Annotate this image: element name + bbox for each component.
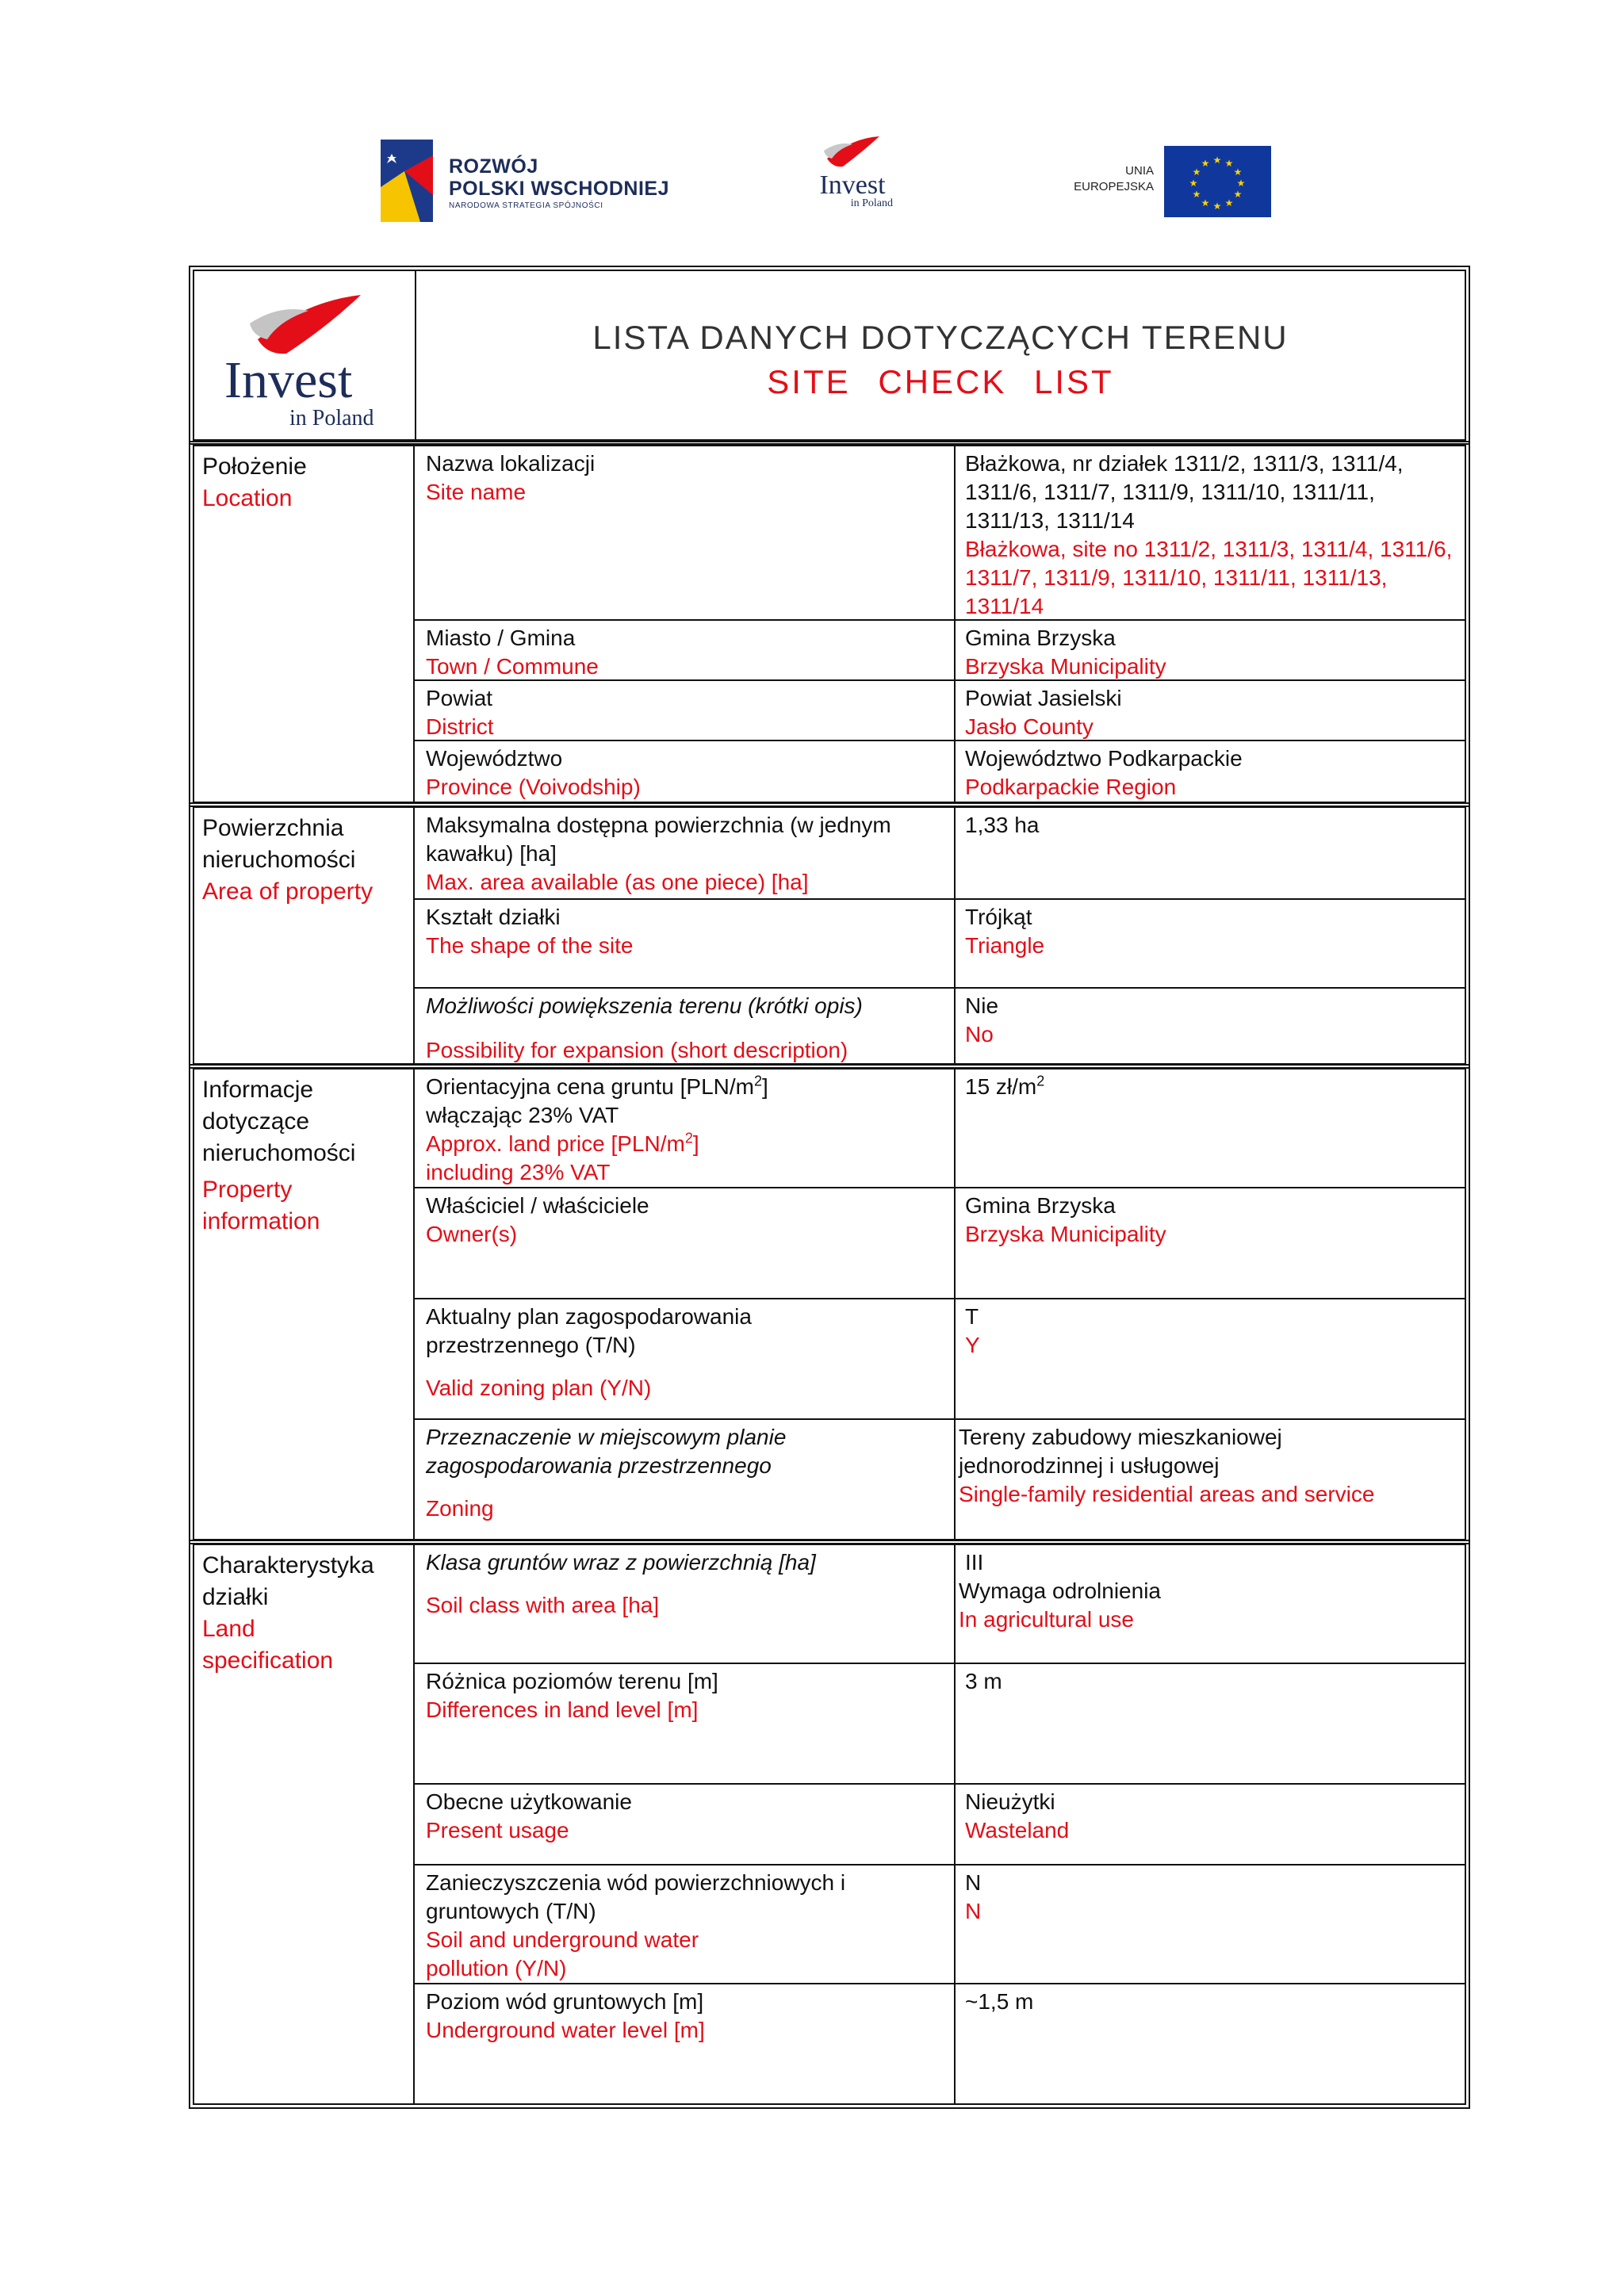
section-label-pl: Charakterystyka xyxy=(202,1552,374,1578)
section-label-en: information xyxy=(202,1208,320,1234)
row-value-en: Brzyska Municipality xyxy=(965,654,1166,679)
svg-text:★: ★ xyxy=(1201,158,1210,169)
unia-europejska-logo xyxy=(1059,146,1273,217)
row-value: 15 $zł/m^2$ xyxy=(965,1073,1045,1099)
table-row xyxy=(415,1420,1465,1539)
row-label-pl: Możliwości powiększenia terenu (krótki opis) xyxy=(426,993,863,1018)
row-value-en: Podkarpackie Region xyxy=(965,775,1177,799)
row-value-pl: Błażkowa, nr działek 1311/2, 1311/3, 1311/4, 1311/6, 1311/7, 1311/9, 1311/10, 1311/11, 1311/13, 1311/14 xyxy=(965,451,1404,533)
invest-small-sub: in Poland xyxy=(850,197,893,209)
table-row xyxy=(415,1984,1465,2103)
table-row xyxy=(415,1785,1465,1866)
row-value: III xyxy=(965,1550,984,1575)
section-label-en: Land xyxy=(202,1616,255,1642)
row-value-en: Błażkowa, site no 1311/2, 1311/3, 1311/4, 1311/6, 1311/7, 1311/9, 1311/10, 1311/11, 1311/13, 1311/14 xyxy=(965,537,1453,618)
row-label-pl: Orientacyjna cena gruntu $[PLN/m^2]$ xyxy=(426,1073,768,1099)
row-value: ~1,5 m xyxy=(965,1989,1034,2014)
row-value-en: Y xyxy=(965,1333,980,1357)
row-label-en: Zoning xyxy=(426,1496,494,1521)
row-label-en: District xyxy=(426,714,494,739)
row-label-pl: Poziom wód gruntowych [m] xyxy=(426,1989,704,2014)
row-label-en: Province (Voivodship) xyxy=(426,775,641,799)
table-row xyxy=(415,446,1465,621)
row-value-en: No xyxy=(965,1022,994,1047)
section-label-pl: nieruchomości xyxy=(202,847,356,873)
table-row xyxy=(415,741,1465,802)
section-label-pl: nieruchomości xyxy=(202,1140,356,1166)
svg-text:★: ★ xyxy=(1192,189,1201,200)
section-property-info xyxy=(193,1068,1466,1540)
section-location xyxy=(193,445,1466,803)
table-row xyxy=(415,1664,1465,1785)
svg-text:★: ★ xyxy=(1212,155,1222,166)
title-pl: LISTA DANYCH DOTYCZĄCYCH TERENU xyxy=(592,319,1289,356)
row-value-pl: Powiat Jasielski xyxy=(965,686,1122,710)
row-label-en: including 23% VAT xyxy=(426,1160,611,1184)
invest-flag-swoosh-icon xyxy=(242,293,369,357)
table-row xyxy=(415,1070,1465,1188)
row-label-pl: Maksymalna dostępna powierzchnia (w jednym kawałku) [ha] xyxy=(426,813,891,866)
svg-text:★: ★ xyxy=(1189,178,1198,189)
row-label-en: Owner(s) xyxy=(426,1222,518,1246)
row-value-pl: Wymaga odrolnienia xyxy=(959,1578,1161,1603)
section-label-pl: działki xyxy=(202,1584,269,1610)
row-label-pl: Miasto / Gmina xyxy=(426,626,576,650)
svg-text:★: ★ xyxy=(1192,166,1201,178)
invest-small-word: Invest xyxy=(819,170,886,200)
section-label-pl: dotyczące xyxy=(202,1108,310,1135)
row-label-en: Present usage xyxy=(426,1818,569,1843)
row-value: 3 m xyxy=(965,1669,1002,1693)
row-value-en: Brzyska Municipality xyxy=(965,1222,1166,1246)
row-label-en: Town / Commune xyxy=(426,654,599,679)
section-label-pl: Informacje xyxy=(202,1077,314,1103)
row-value-pl: Gmina Brzyska xyxy=(965,626,1116,650)
row-label-pl: włączając 23% VAT xyxy=(426,1103,619,1127)
row-label-pl: Nazwa lokalizacji xyxy=(426,451,596,476)
row-label-en: Possibility for expansion (short description) xyxy=(426,1038,848,1062)
row-value-pl: Gmina Brzyska xyxy=(965,1193,1116,1218)
row-value-en: In agricultural use xyxy=(959,1607,1135,1632)
table-row xyxy=(415,1545,1465,1664)
site-check-list-table xyxy=(189,266,1470,2108)
svg-text:★: ★ xyxy=(1224,158,1234,169)
section-label-pl: Powierzchnia xyxy=(202,815,344,841)
row-value: 1,33 ha xyxy=(965,813,1040,837)
row-label-pl: Właściciel / właściciele xyxy=(426,1193,649,1218)
table-row xyxy=(415,681,1465,741)
row-label-en: The shape of the site xyxy=(426,933,634,958)
row-label-pl: Obecne użytkowanie xyxy=(426,1789,632,1814)
row-label-en: Differences in land level [m] xyxy=(426,1697,699,1722)
row-label-pl: Powiat xyxy=(426,686,493,710)
table-row xyxy=(415,1866,1465,1984)
row-value-pl: N xyxy=(965,1870,982,1895)
rozwoj-polski-wschodniej-logo xyxy=(381,135,682,226)
invest-in-poland-small-logo xyxy=(801,135,904,214)
section-land-spec xyxy=(193,1544,1466,2105)
row-value-pl: Województwo Podkarpackie xyxy=(965,746,1243,771)
ue-line1: UNIA xyxy=(1125,164,1154,178)
row-value-en: Triangle xyxy=(965,933,1045,958)
section-label-pl: Położenie xyxy=(202,453,307,480)
section-area xyxy=(193,806,1466,1065)
rpw-line2: POLSKI WSCHODNIEJ xyxy=(449,178,669,200)
row-label-pl: Kształt działki xyxy=(426,905,561,929)
section-label-en: specification xyxy=(202,1647,334,1674)
section-label-en: Location xyxy=(202,485,293,511)
row-label-en: Valid zoning plan (Y/N) xyxy=(426,1376,652,1400)
row-label-pl: Klasa gruntów wraz z powierzchnią [ha] xyxy=(426,1550,816,1575)
flag-swoosh-icon xyxy=(821,135,884,170)
row-label-en: Site name xyxy=(426,480,527,504)
invest-in-poland-logo xyxy=(194,271,416,439)
svg-text:★: ★ xyxy=(1201,197,1210,209)
row-label-pl: Aktualny plan zagospodarowania przestrzennego (T/N) xyxy=(426,1304,752,1357)
row-value-pl: Trójkąt xyxy=(965,905,1032,929)
table-row xyxy=(415,808,1465,900)
top-logos xyxy=(0,135,1624,230)
row-label-pl: Zanieczyszczenia wód powierzchniowych i gruntowych (T/N) xyxy=(426,1870,846,1923)
table-header xyxy=(193,270,1466,441)
row-label-pl: Różnica poziomów terenu [m] xyxy=(426,1669,718,1693)
row-value-en: Jasło County xyxy=(965,714,1094,739)
table-row xyxy=(415,900,1465,989)
table-row xyxy=(415,1299,1465,1420)
row-label-pl: Przeznaczenie w miejscowym planie zagospodarowania przestrzennego xyxy=(426,1425,787,1478)
svg-text:★: ★ xyxy=(1233,189,1243,200)
rpw-line3: NARODOWA STRATEGIA SPÓJNOŚCI xyxy=(449,201,603,210)
row-value-pl: Nie xyxy=(965,993,999,1018)
row-value-pl: T xyxy=(965,1304,979,1329)
table-row xyxy=(415,989,1465,1063)
eu-flag-icon xyxy=(1164,146,1271,217)
row-value-en: N xyxy=(965,1899,982,1923)
svg-text:★: ★ xyxy=(1236,178,1246,189)
row-label-en: Underground water level [m] xyxy=(426,2018,705,2042)
row-label-en: Approx. land price $[PLN/m^2]$ xyxy=(426,1130,699,1156)
section-label-en: Area of property xyxy=(202,878,373,905)
row-value-pl: Nieużytki xyxy=(965,1789,1055,1814)
invest-logo-sub: in Poland xyxy=(289,406,374,430)
svg-text:★: ★ xyxy=(1233,166,1243,178)
invest-logo-word: Invest xyxy=(224,351,353,409)
ue-line2: EUROPEJSKA xyxy=(1074,180,1154,193)
svg-text:★: ★ xyxy=(1224,197,1234,209)
table-row xyxy=(415,1188,1465,1299)
svg-text:★: ★ xyxy=(1212,201,1222,212)
row-label-pl: Województwo xyxy=(426,746,563,771)
section-label-en: Property xyxy=(202,1177,293,1203)
title-en: SITE CHECK LIST xyxy=(767,363,1114,400)
row-value-en: Wasteland xyxy=(965,1818,1070,1843)
table-row xyxy=(415,621,1465,681)
row-label-en: Soil and underground water pollution (Y/N) xyxy=(426,1927,699,1980)
row-label-en: Soil class with area [ha] xyxy=(426,1593,660,1617)
rpw-emblem-icon xyxy=(381,140,433,222)
rpw-line1: ROZWÓJ xyxy=(449,155,538,178)
row-value-pl: Tereny zabudowy mieszkaniowej jednorodzinnej i usługowej xyxy=(959,1425,1282,1478)
row-label-en: Max. area available (as one piece) [ha] xyxy=(426,870,809,894)
row-value-en: Single-family residential areas and service xyxy=(959,1482,1375,1506)
